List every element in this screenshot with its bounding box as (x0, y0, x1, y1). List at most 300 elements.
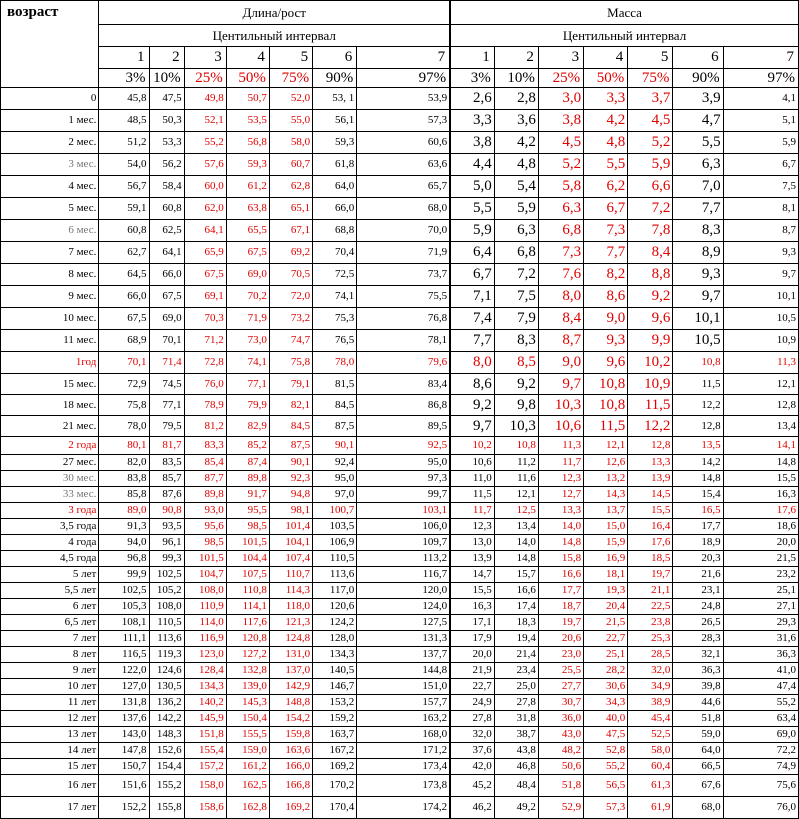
mass-value-cell: 8,9 (673, 242, 723, 264)
mass-value-cell: 10,6 (450, 455, 494, 471)
height-value-cell: 57,3 (357, 110, 450, 132)
height-value-cell: 53,5 (226, 110, 269, 132)
height-value-cell: 110,9 (184, 599, 226, 615)
mass-value-cell: 28,2 (584, 663, 628, 679)
height-value-cell: 158,6 (184, 797, 226, 819)
mass-value-cell: 46,8 (494, 759, 538, 775)
height-value-cell: 121,3 (269, 615, 312, 631)
mass-value-cell: 8,1 (723, 198, 798, 220)
mass-value-cell: 7,3 (584, 220, 628, 242)
height-value-cell: 130,5 (149, 679, 184, 695)
height-value-cell: 98,5 (184, 535, 226, 551)
height-percentile-label: 10% (149, 69, 184, 88)
mass-value-cell: 5,0 (450, 176, 494, 198)
mass-value-cell: 52,5 (628, 727, 673, 743)
mass-value-cell: 74,9 (723, 759, 798, 775)
mass-value-cell: 31,8 (494, 711, 538, 727)
height-value-cell: 167,2 (313, 743, 357, 759)
table-row (1, 599, 799, 615)
mass-value-cell: 6,3 (494, 220, 538, 242)
mass-value-cell: 6,7 (584, 198, 628, 220)
height-value-cell: 107,5 (226, 567, 269, 583)
mass-value-cell: 10,6 (538, 416, 583, 437)
height-value-cell: 69,2 (269, 242, 312, 264)
age-cell: 10 лет (1, 679, 99, 695)
mass-value-cell: 20,3 (673, 551, 723, 567)
mass-value-cell: 5,9 (628, 154, 673, 176)
height-value-cell: 45,8 (99, 88, 149, 110)
mass-value-cell: 17,7 (673, 519, 723, 535)
mass-value-cell: 14,8 (723, 455, 798, 471)
age-cell: 14 лет (1, 743, 99, 759)
height-value-cell: 65,7 (357, 176, 450, 198)
mass-value-cell: 8,4 (538, 308, 583, 330)
mass-value-cell: 19,4 (494, 631, 538, 647)
age-cell: 7 мес. (1, 242, 99, 264)
height-value-cell: 110,5 (313, 551, 357, 567)
mass-value-cell: 17,6 (723, 503, 798, 519)
height-value-cell: 154,2 (269, 711, 312, 727)
age-cell: 4 года (1, 535, 99, 551)
height-value-cell: 120,0 (357, 583, 450, 599)
age-cell: 27 мес. (1, 455, 99, 471)
mass-value-cell: 12,8 (673, 416, 723, 437)
table-row (1, 743, 799, 759)
height-percentile-label: 90% (313, 69, 357, 88)
height-value-cell: 54,0 (99, 154, 149, 176)
height-value-cell: 68,9 (99, 330, 149, 352)
mass-interval-number: 4 (584, 47, 628, 69)
height-value-cell: 85,7 (149, 471, 184, 487)
mass-value-cell: 9,0 (538, 352, 583, 374)
height-value-cell: 75,5 (357, 286, 450, 308)
height-interval-number: 1 (99, 47, 149, 69)
height-value-cell: 163,2 (357, 711, 450, 727)
table-row (1, 437, 799, 455)
height-value-cell: 70,2 (226, 286, 269, 308)
mass-value-cell: 12,2 (628, 416, 673, 437)
height-value-cell: 86,8 (357, 395, 450, 416)
height-value-cell: 114,1 (226, 599, 269, 615)
height-value-cell: 155,8 (149, 797, 184, 819)
mass-value-cell: 3,7 (628, 88, 673, 110)
age-cell: 5 мес. (1, 198, 99, 220)
height-value-cell: 60,7 (269, 154, 312, 176)
height-value-cell: 90,8 (149, 503, 184, 519)
height-value-cell: 118,0 (269, 599, 312, 615)
height-value-cell: 102,5 (99, 583, 149, 599)
mass-value-cell: 9,3 (584, 330, 628, 352)
mass-value-cell: 14,1 (723, 437, 798, 455)
height-value-cell: 60,6 (357, 132, 450, 154)
height-value-cell: 102,5 (149, 567, 184, 583)
mass-value-cell: 39,8 (673, 679, 723, 695)
height-percentile-label: 50% (226, 69, 269, 88)
height-value-cell: 104,4 (226, 551, 269, 567)
height-value-cell: 60,8 (149, 198, 184, 220)
mass-value-cell: 14,3 (584, 487, 628, 503)
mass-value-cell: 7,1 (450, 286, 494, 308)
height-interval-number: 7 (357, 47, 450, 69)
mass-value-cell: 3,9 (673, 88, 723, 110)
mass-value-cell: 8,0 (450, 352, 494, 374)
table-row (1, 727, 799, 743)
height-value-cell: 96,8 (99, 551, 149, 567)
height-value-cell: 60,8 (99, 220, 149, 242)
height-value-cell: 84,5 (269, 416, 312, 437)
mass-value-cell: 14,0 (494, 535, 538, 551)
height-value-cell: 75,3 (313, 308, 357, 330)
height-value-cell: 127,2 (226, 647, 269, 663)
mass-value-cell: 51,8 (538, 775, 583, 797)
height-value-cell: 148,8 (269, 695, 312, 711)
mass-value-cell: 7,4 (450, 308, 494, 330)
mass-value-cell: 8,3 (673, 220, 723, 242)
height-value-cell: 87,6 (149, 487, 184, 503)
height-value-cell: 62,8 (269, 176, 312, 198)
mass-value-cell: 44,6 (673, 695, 723, 711)
mass-value-cell: 3,6 (494, 110, 538, 132)
mass-value-cell: 36,0 (538, 711, 583, 727)
height-value-cell: 64,1 (149, 242, 184, 264)
height-value-cell: 82,9 (226, 416, 269, 437)
mass-value-cell: 15,5 (628, 503, 673, 519)
interval-number-row (1, 47, 799, 69)
mass-value-cell: 16,3 (450, 599, 494, 615)
mass-value-cell: 9,7 (673, 286, 723, 308)
mass-value-cell: 6,7 (450, 264, 494, 286)
mass-value-cell: 5,4 (494, 176, 538, 198)
mass-value-cell: 15,5 (723, 471, 798, 487)
height-value-cell: 104,1 (269, 535, 312, 551)
height-value-cell: 140,5 (313, 663, 357, 679)
mass-value-cell: 36,3 (673, 663, 723, 679)
mass-value-cell: 12,2 (673, 395, 723, 416)
mass-value-cell: 3,3 (584, 88, 628, 110)
height-value-cell: 73,7 (357, 264, 450, 286)
height-value-cell: 174,2 (357, 797, 450, 819)
mass-value-cell: 31,6 (723, 631, 798, 647)
mass-value-cell: 48,4 (494, 775, 538, 797)
mass-value-cell: 21,4 (494, 647, 538, 663)
age-cell: 2 года (1, 437, 99, 455)
height-value-cell: 53,9 (357, 88, 450, 110)
age-cell: 9 мес. (1, 286, 99, 308)
mass-value-cell: 22,7 (584, 631, 628, 647)
height-value-cell: 71,9 (357, 242, 450, 264)
height-value-cell: 124,6 (149, 663, 184, 679)
height-value-cell: 159,8 (269, 727, 312, 743)
mass-value-cell: 15,7 (494, 567, 538, 583)
mass-value-cell: 17,7 (538, 583, 583, 599)
mass-value-cell: 4,7 (673, 110, 723, 132)
height-value-cell: 66,0 (149, 264, 184, 286)
height-value-cell: 55,0 (269, 110, 312, 132)
height-value-cell: 56,7 (99, 176, 149, 198)
mass-value-cell: 10,8 (584, 374, 628, 395)
height-value-cell: 142,2 (149, 711, 184, 727)
mass-value-cell: 14,2 (673, 455, 723, 471)
height-value-cell: 155,5 (226, 727, 269, 743)
mass-value-cell: 8,6 (450, 374, 494, 395)
mass-value-cell: 64,0 (673, 743, 723, 759)
height-value-cell: 116,9 (184, 631, 226, 647)
mass-value-cell: 13,5 (673, 437, 723, 455)
height-value-cell: 128,0 (313, 631, 357, 647)
mass-value-cell: 16,5 (673, 503, 723, 519)
mass-value-cell: 12,1 (723, 374, 798, 395)
age-cell: 4 мес. (1, 176, 99, 198)
mass-value-cell: 13,2 (584, 471, 628, 487)
mass-value-cell: 48,2 (538, 743, 583, 759)
height-value-cell: 131,3 (357, 631, 450, 647)
mass-value-cell: 25,1 (584, 647, 628, 663)
height-value-cell: 59,3 (313, 132, 357, 154)
mass-value-cell: 22,7 (450, 679, 494, 695)
mass-value-cell: 61,9 (628, 797, 673, 819)
mass-value-cell: 10,8 (673, 352, 723, 374)
age-cell: 4,5 года (1, 551, 99, 567)
height-value-cell: 155,4 (184, 743, 226, 759)
height-value-cell: 95,0 (357, 455, 450, 471)
table-row (1, 695, 799, 711)
height-value-cell: 127,0 (99, 679, 149, 695)
height-value-cell: 157,2 (184, 759, 226, 775)
height-value-cell: 99,3 (149, 551, 184, 567)
mass-value-cell: 16,6 (494, 583, 538, 599)
height-value-cell: 70,4 (313, 242, 357, 264)
age-cell: 1год (1, 352, 99, 374)
height-value-cell: 92,4 (313, 455, 357, 471)
height-value-cell: 152,6 (149, 743, 184, 759)
height-value-cell: 99,9 (99, 567, 149, 583)
mass-value-cell: 3,8 (450, 132, 494, 154)
height-value-cell: 170,4 (313, 797, 357, 819)
mass-value-cell: 23,1 (673, 583, 723, 599)
mass-value-cell: 10,8 (584, 395, 628, 416)
height-percentile-label: 97% (357, 69, 450, 88)
mass-percentile-label: 90% (673, 69, 723, 88)
height-value-cell: 106,9 (313, 535, 357, 551)
mass-value-cell: 46,2 (450, 797, 494, 819)
mass-value-cell: 13,3 (628, 455, 673, 471)
mass-value-cell: 23,0 (538, 647, 583, 663)
table-row (1, 330, 799, 352)
mass-value-cell: 4,8 (584, 132, 628, 154)
height-value-cell: 70,5 (269, 264, 312, 286)
mass-value-cell: 25,1 (723, 583, 798, 599)
mass-value-cell: 14,0 (538, 519, 583, 535)
height-value-cell: 56,1 (313, 110, 357, 132)
mass-value-cell: 16,3 (723, 487, 798, 503)
height-value-cell: 74,7 (269, 330, 312, 352)
height-centile-subheader: Центильный интервал (99, 25, 450, 47)
height-value-cell: 87,5 (313, 416, 357, 437)
height-value-cell: 146,7 (313, 679, 357, 695)
mass-value-cell: 56,5 (584, 775, 628, 797)
mass-value-cell: 7,5 (723, 176, 798, 198)
height-value-cell: 94,0 (99, 535, 149, 551)
height-group-header: Длина/рост (99, 1, 450, 25)
mass-value-cell: 5,5 (450, 198, 494, 220)
height-value-cell: 80,1 (99, 437, 149, 455)
mass-value-cell: 55,2 (723, 695, 798, 711)
mass-value-cell: 5,2 (538, 154, 583, 176)
age-cell: 9 лет (1, 663, 99, 679)
height-value-cell: 147,8 (99, 743, 149, 759)
age-cell: 6 мес. (1, 220, 99, 242)
mass-value-cell: 25,0 (494, 679, 538, 695)
mass-value-cell: 5,5 (584, 154, 628, 176)
height-value-cell: 124,2 (313, 615, 357, 631)
height-value-cell: 78,0 (99, 416, 149, 437)
mass-value-cell: 19,3 (584, 583, 628, 599)
height-value-cell: 89,8 (226, 471, 269, 487)
mass-value-cell: 9,0 (584, 308, 628, 330)
mass-value-cell: 15,4 (673, 487, 723, 503)
height-value-cell: 51,2 (99, 132, 149, 154)
mass-value-cell: 5,9 (494, 198, 538, 220)
height-value-cell: 61,2 (226, 176, 269, 198)
table-row (1, 797, 799, 819)
mass-value-cell: 17,1 (450, 615, 494, 631)
table-row (1, 679, 799, 695)
mass-percentile-label: 10% (494, 69, 538, 88)
height-value-cell: 76,5 (313, 330, 357, 352)
mass-group-header: Масса (450, 1, 798, 25)
mass-value-cell: 20,6 (538, 631, 583, 647)
height-value-cell: 150,7 (99, 759, 149, 775)
mass-value-cell: 4,5 (538, 132, 583, 154)
mass-value-cell: 13,0 (450, 535, 494, 551)
mass-value-cell: 45,4 (628, 711, 673, 727)
height-value-cell: 64,1 (184, 220, 226, 242)
mass-value-cell: 23,2 (723, 567, 798, 583)
height-value-cell: 108,0 (184, 583, 226, 599)
height-value-cell: 71,4 (149, 352, 184, 374)
mass-value-cell: 10,9 (723, 330, 798, 352)
mass-value-cell: 76,0 (723, 797, 798, 819)
height-value-cell: 72,8 (184, 352, 226, 374)
height-value-cell: 116,5 (99, 647, 149, 663)
mass-value-cell: 4,2 (584, 110, 628, 132)
height-value-cell: 79,9 (226, 395, 269, 416)
mass-value-cell: 7,6 (538, 264, 583, 286)
height-value-cell: 63,6 (357, 154, 450, 176)
mass-interval-number: 3 (538, 47, 583, 69)
height-value-cell: 153,2 (313, 695, 357, 711)
height-value-cell: 173,8 (357, 775, 450, 797)
mass-value-cell: 10,5 (723, 308, 798, 330)
mass-value-cell: 10,1 (723, 286, 798, 308)
height-value-cell: 100,7 (313, 503, 357, 519)
mass-value-cell: 52,8 (584, 743, 628, 759)
height-value-cell: 89,5 (357, 416, 450, 437)
table-row (1, 551, 799, 567)
mass-value-cell: 3,8 (538, 110, 583, 132)
mass-value-cell: 11,7 (538, 455, 583, 471)
mass-value-cell: 8,2 (584, 264, 628, 286)
height-value-cell: 168,0 (357, 727, 450, 743)
mass-value-cell: 16,9 (584, 551, 628, 567)
mass-value-cell: 18,3 (494, 615, 538, 631)
mass-value-cell: 13,9 (628, 471, 673, 487)
table-row (1, 132, 799, 154)
mass-value-cell: 12,3 (450, 519, 494, 535)
mass-value-cell: 51,8 (673, 711, 723, 727)
age-cell: 8 мес. (1, 264, 99, 286)
height-value-cell: 56,8 (226, 132, 269, 154)
table-row (1, 264, 799, 286)
mass-value-cell: 7,9 (494, 308, 538, 330)
mass-value-cell: 12,3 (538, 471, 583, 487)
mass-value-cell: 7,8 (628, 220, 673, 242)
height-value-cell: 65,9 (184, 242, 226, 264)
mass-value-cell: 27,8 (494, 695, 538, 711)
table-row (1, 352, 799, 374)
height-value-cell: 92,5 (357, 437, 450, 455)
mass-value-cell: 7,2 (494, 264, 538, 286)
height-value-cell: 162,5 (226, 775, 269, 797)
mass-value-cell: 14,5 (628, 487, 673, 503)
height-value-cell: 65,5 (226, 220, 269, 242)
height-value-cell: 85,8 (99, 487, 149, 503)
height-value-cell: 77,1 (149, 395, 184, 416)
mass-value-cell: 4,4 (450, 154, 494, 176)
mass-value-cell: 11,5 (584, 416, 628, 437)
mass-value-cell: 9,6 (584, 352, 628, 374)
mass-value-cell: 12,8 (628, 437, 673, 455)
height-value-cell: 151,8 (184, 727, 226, 743)
mass-value-cell: 3,3 (450, 110, 494, 132)
mass-value-cell: 6,3 (538, 198, 583, 220)
mass-value-cell: 59,0 (673, 727, 723, 743)
height-value-cell: 62,7 (99, 242, 149, 264)
height-value-cell: 105,2 (149, 583, 184, 599)
mass-value-cell: 13,4 (494, 519, 538, 535)
mass-value-cell: 6,8 (538, 220, 583, 242)
mass-value-cell: 32,0 (628, 663, 673, 679)
mass-value-cell: 9,7 (723, 264, 798, 286)
height-value-cell: 65,1 (269, 198, 312, 220)
mass-value-cell: 8,4 (628, 242, 673, 264)
height-value-cell: 83,8 (99, 471, 149, 487)
height-value-cell: 155,2 (149, 775, 184, 797)
mass-percentile-label: 97% (723, 69, 798, 88)
height-value-cell: 95,0 (313, 471, 357, 487)
mass-value-cell: 10,8 (494, 437, 538, 455)
age-cell: 3 мес. (1, 154, 99, 176)
mass-value-cell: 75,6 (723, 775, 798, 797)
height-value-cell: 98,1 (269, 503, 312, 519)
height-value-cell: 97,3 (357, 471, 450, 487)
table-row (1, 308, 799, 330)
height-value-cell: 87,7 (184, 471, 226, 487)
age-cell: 11 мес. (1, 330, 99, 352)
mass-value-cell: 9,3 (723, 242, 798, 264)
mass-value-cell: 40,0 (584, 711, 628, 727)
mass-value-cell: 23,4 (494, 663, 538, 679)
height-value-cell: 85,4 (184, 455, 226, 471)
height-value-cell: 69,0 (226, 264, 269, 286)
height-value-cell: 150,4 (226, 711, 269, 727)
height-value-cell: 152,2 (99, 797, 149, 819)
height-value-cell: 61,8 (313, 154, 357, 176)
mass-value-cell: 34,9 (628, 679, 673, 695)
mass-value-cell: 27,7 (538, 679, 583, 695)
mass-value-cell: 38,9 (628, 695, 673, 711)
height-value-cell: 57,6 (184, 154, 226, 176)
